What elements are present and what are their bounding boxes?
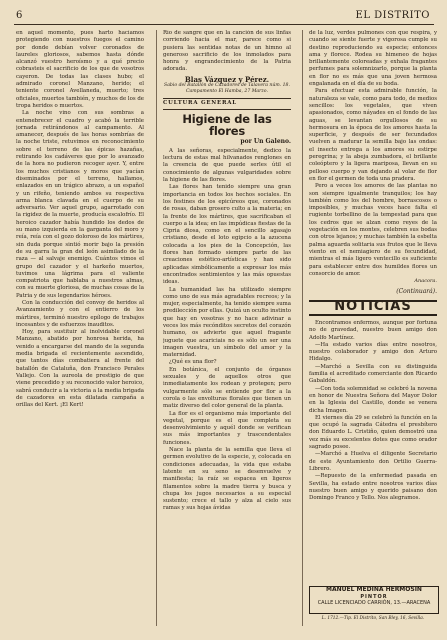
column-3 xyxy=(309,30,437,582)
article-paragraph: de la luz, verdes pulmones con que respira, y cuando se siente fuerte y vigorosa cumple su destino reproduciendo su especie; entonces ama y florece. Rodea su himeneo de hojas brillantemente coloreadas y exhala fragantes perfumes para solemnizarlo, porque la planta en flor no es más que una joven hermosa engalanada en el día de su boda. xyxy=(309,30,437,88)
continued-note: (Continuará). xyxy=(396,288,437,296)
article-paragraph: A las señoras, especialmente, dedico la lectura de estas mal hilvanados renglones en la creencia de que puede serles útil el conocimiento de algunas vulgaridades sobre la higiene de las flores. xyxy=(163,147,291,184)
notices-heading-box xyxy=(309,300,437,316)
column-divider xyxy=(302,30,303,626)
article-paragraph: Nace la planta de la semilla que lleva el germen evolutivo de la especie, y, colocada en condiciones adecuadas, la vida que estaba latente en su seno se desenvuelve y manifiesta; la raíz se espacea en ligeros filamentos sobre la madre tierra y busca y chupa los jugos necesarios a su especial sustento; crece el tallo y alza al cielo sus ramas y sus hojas ávidas xyxy=(163,447,291,512)
article-paragraph: La flor es el organismo más importante del vegetal, porque es el que completa su desenvolvimiento y aquél donde se verifican sus más importantes y trascendentales funciones. xyxy=(163,410,291,446)
article-paragraph: Las flores han tenido siempre una gran importancia en todos los hechos sociales. En los festines de los epicúreos que, coronados de rosas, daban grosero culto a la materia; en la frente de los mártires, que sacrificaban el cuerpo a la idea; en las impúdicas fiestas de la Cipria diosa, como en el sencillo agasajo cristiano, desde el loto egipcio a la azucena colocada a los pies de la Concepción, las flores han formado siempre parte de las creaciones estético-artísticas y han sido aplicadas simbólicamente a expresar los más encontrados sentimientos y las más opuestas ideas. xyxy=(163,184,291,286)
article-paragraph: La humanidad las ha utilizado siempre como uno de sus más agradables recreos; y la mujer, especialmente, ha tenido siempre suma predilección por ellas. Quizá un oculto instinto que hay en vosotras y no hace adivinar a veces los más recónditos secretos del corazón humano, os advierte que aquel fragante juguete que acariciais no es sólo un ser una imagen vuestra, un símbolo del amor y la maternidad. xyxy=(163,286,291,359)
column-1 xyxy=(16,30,144,624)
article-paragraph: Río de sangre que en la canción de sus linfas corriendo hacia el mar, parece como si pusiera las sentidas notas de un himno al generoso sacrificio de los inmolados para honra y engrandecimiento de la Patria adorada. xyxy=(163,30,291,73)
page-header xyxy=(14,10,434,25)
column-2 xyxy=(163,30,291,624)
ad-address: CALLE LICENCIADO CARRIÓN, 13.—ARACENA xyxy=(317,600,431,606)
notice-item: —Repuesto de la enfermedad pasada en Sevilla, ha estado entre nosotros varios días nuestro buen amigo y querido paisano don Domingo Franco y Tello. Nos alegramos. xyxy=(309,473,437,502)
newspaper-title: EL DISTRITO xyxy=(355,10,430,21)
notice-item: —Marchó a Sevilla con su distinguida familia el acreditado comerciante don Ricardo Gabaldón. xyxy=(309,363,437,385)
article-paragraph: Con la conducción del convoy de heridos al Avanzamiento y con el entierro de los mártires, terminó nuestro epílogo de trabajos incesantes y de esfuerzos inauditos. xyxy=(16,299,144,328)
article-byline: por Un Galeno. xyxy=(240,137,291,145)
article-paragraph: Pero a veces los amores de las plantas no son siempre igualmente tranquilos; los hay también como los del hombre, borrascosos o imposibles, y muchas veces hace falta el rugiente torbellino de la tempestad para que los cedros que se alzan como reyes de la vegetación en los montes, celebren sus bodas con otros lejanos; y muchas también la esbelta palma aguarda solitaria sus frutos que le lleva viento en el nemiagiero de su fecundidad, mientras el más ligero ventecillo es suficiente para establecer entre dos humildes flores un consorcio de amor. xyxy=(309,183,437,277)
article-paragraph: Hoy, para sustituir al inolvidable coronel Manzano, abatido por honrosa herida, ha venido a encargarse del mando de la segunda media brigada el recientemente ascendido, que tantos días combatiera al frente del batallón de Cataluña, don Francisco Perales Vallejo. Con la aureola de prestigio de que viene precedido y su reconocido valor heroico, sabrá conducir a la victoria a la media brigada de cazadores en esta dilatada campaña a orillas del Kert. ¡El Kert! xyxy=(16,329,144,409)
article-signature: Blas Vázquez y Pérez. xyxy=(184,74,270,84)
advertisement-box xyxy=(309,586,439,614)
notice-item: El viernes día 29 se celebró la función en la que ocupó la sagrada Cátedra el presbítero don Eduardo L. Cristiño, quien demostró una vez más su excelentes dotes que como orador sagrado posee. xyxy=(309,414,437,451)
article-paragraph: La noche vino con sus sombras a entenebrecer el cuadro y acabó la terrible jornada retirándonos al campamento. Al amanecer, después de las horas sombrías de la noche triste, retuvimos en reconocimiento sobre el terreno de las épicas hazañas, retirando los cadáveres que por lo avanzado de la hora no pudieron recoger ayer. Y, entre los muchos cristianos y moros que yacían diseminados por el terreno, hallamos, enlazados en un trágico abrazo, a un español y un rifeño, teniendo ambos su respectiva arma blanca clavada en el cuerpo de su adversario. Ver aquel grupo, agarrotado con la rigidez de la muerte, producía escalofrío. El heroico cazador había hundido los dedos de su mano izquierda en la garganta del moro y reía, reía con el gozo doloroso de los mártires, sin duda porque sintió morir bajo la presión de su garra la gran del león asimilado de la raza — al salvaje enemigo. Cuántos vimos el grupo del cazador y el harkeño muertos, tuvimos una lágrima para el valiente compatriota que hablaba a nuestros almas, con su muerte gloriosa, de muchas cosas de la Patria y de sus legendarios héroes. xyxy=(16,110,144,299)
notices-heading: NOTICIAS xyxy=(334,298,412,314)
notice-item: —Ha estado varios días entre nosotros, nuestro colaborador y amigo don Arturo Hidalgo. xyxy=(309,341,437,363)
article-paragraph: Para efectuar esta admirable función, la naturaleza se vale, como para todo, de medios sencillos: los vegetales, que viven apasionados, como náyades en el fondo de las aguas, se levantan orgullosos de su hermosura en la época de los amores hasta la superficie, y después de ser fecundados vuelven a madurar la semilla bajo las ondas: el insecto entrega a los amores su estirpe peregrina; y la abeja zumbadora, el brillante coleóptero y la ligera mariposa, llevan en su pelloso cuerpo y van dejando al volar de flor en flor el germen de toda una pradera. xyxy=(309,88,437,182)
article-author: Anacora. xyxy=(414,278,437,285)
notice-item: Encontramos enfermos, aunque por fortuna no de gravedad, nuestro buen amigo don Adolfo Martínez. xyxy=(309,319,437,341)
printer-footer: L. 1712.—Tip. El Distrito, San Bley, 16, Sevilla. xyxy=(321,616,425,621)
notice-item: —Con toda solemnidad se celebró la novena en honor de Nuestra Señora del Mayor Dolor en la Iglesia del Castillo, donde se venera dicha Imagen. xyxy=(309,385,437,414)
ad-profession: PINTOR xyxy=(360,593,388,600)
article-headline: Higiene de las flores xyxy=(182,111,272,138)
page-number: 6 xyxy=(16,10,23,21)
signature-detail: Sabio del Batallón de Cazadores de Talavera núm. 18. Campamento El Hamba, 27 Marzo. xyxy=(164,83,290,94)
article-paragraph: ¿Qué es una flor? xyxy=(169,359,217,366)
article-paragraph: en aquel momento, pues harto hacíamos protegiendo con nuestros fuegos el camino por donde debían volver coronados de laureles gloriosos, sabemos hasta dónde alcanzó vuestro heroísmo y a qué precio cobrasteis el sacrificio de los que de vosotros cayeron. De todas las clases hubo; el admirado coronel Manzano, herido; el teniente coronel Avellaneda, muerto; tres oficiales, muertos también, y muchos de los de tropa heridos o muertos. xyxy=(16,30,144,109)
column-divider xyxy=(156,30,157,626)
notice-item: —Marchó a Huelva el diligente Secretario de este Ayuntamiento don Ortilio Guerra-Librero. xyxy=(309,451,437,472)
section-title: CULTURA GENERAL xyxy=(163,98,291,109)
ad-name: MANUEL MEDINA HERMOSIN xyxy=(326,586,422,593)
article-paragraph: En botánica, el conjunto de órganos sexuales y de aquellos otros que inmediatamente los rodean y protegen; pero vulgarmente sólo se entiende por flor a la corola o las envolturas florales que tienen un matiz diverso del color general de la planta. xyxy=(163,366,291,410)
